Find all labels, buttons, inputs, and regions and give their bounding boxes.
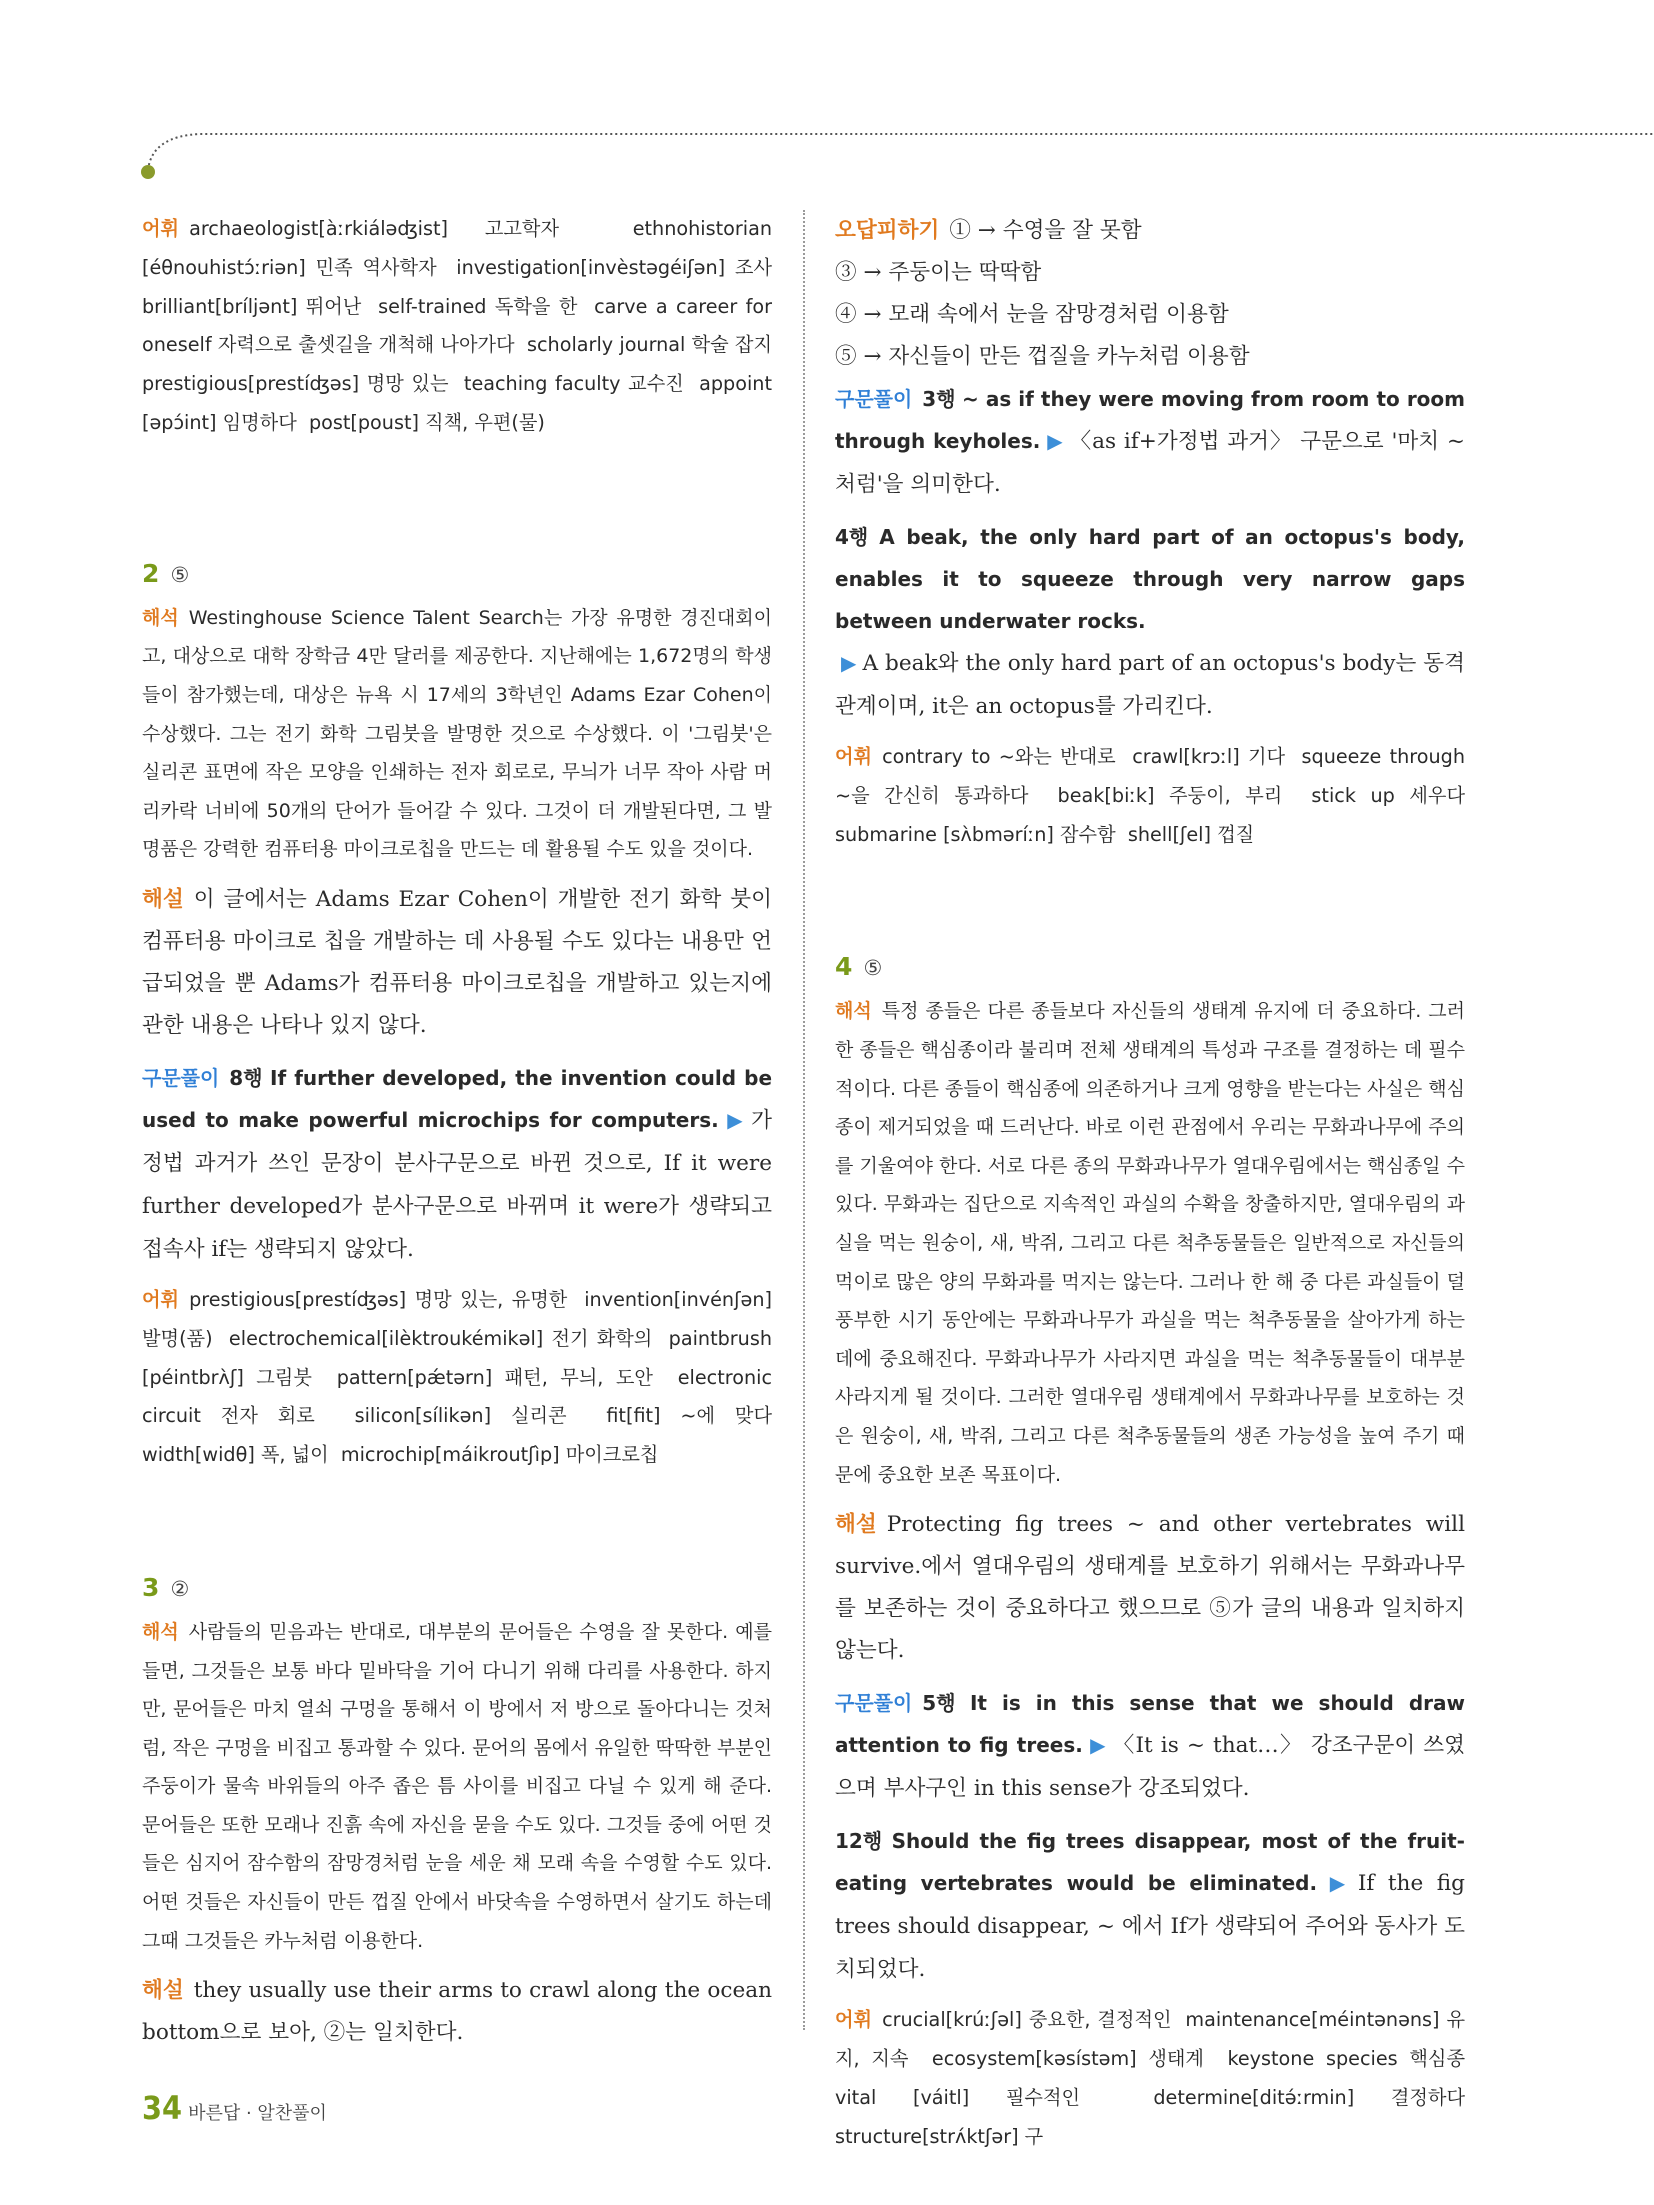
wrong-answers-label: 오답피하기 <box>835 218 940 243</box>
q3-wrong-answers <box>835 210 1465 378</box>
explanation-label: 해설 <box>142 886 184 912</box>
q2-vocab <box>142 1281 785 1475</box>
column-divider <box>803 210 805 2030</box>
grammar-line: 12행 <box>835 1829 883 1854</box>
explanation-label: 해설 <box>142 1978 184 2004</box>
vocab-text: archaeologist[àːrkiáləʤist] 고고학자 ethnohistorian [éθnouhistɔ́ːriən] 민족 역사학자 investigation[invèstəgéiʃən] 조사 brilliant[bríljənt] 뛰어난 self-trained 독학을 한 carve a career for oneself 자력으로 출셋길을 개척해 나아가다 scholarly journal 학술 잡지 prestigious[prestíʤəs] 명망 있는 teaching faculty 교수진 appoint [əpɔ́int] 임명하다 post[poust] 직책, 우편(물) <box>142 217 785 434</box>
grammar-label: 구문풀이 <box>142 1065 220 1090</box>
grammar-line: 3행 <box>922 387 956 411</box>
q4-header <box>835 948 1465 986</box>
grammar-line: 8행 <box>229 1065 263 1090</box>
vocab-label: 어휘 <box>835 745 873 768</box>
grammar-note: 〈It is ~ that…〉 강조구문이 쓰였으며 부사구인 in this sense가 강조되었다. <box>835 1733 1465 1802</box>
grammar-note: 가정법 과거가 쓰인 문장이 분사구문으로 바뀐 것으로, If it were further developed가 분사구문으로 바뀌며 it were가 생략되고 접속사 if는 생략되지 않았다. <box>142 1107 772 1262</box>
q2-translation <box>142 599 772 869</box>
translation-label: 해석 <box>142 606 179 629</box>
q3-translation <box>142 1613 772 1960</box>
right-column <box>835 210 1478 2166</box>
translation-label: 해석 <box>142 1620 179 1643</box>
translation-text: 사람들의 믿음과는 반대로, 대부분의 문어들은 수영을 잘 못한다. 예를 들면, 그것들은 보통 바다 밑바닥을 기어 다니기 위해 다리를 사용한다. 하지만, 문어들은 마치 열쇠 구멍을 통해서 이 방에서 저 방으로 돌아다니는 것처럼, 작은 구멍을 비집고 통과할 수 있다. 문어의 몸에서 유일한 딱딱한 부분인 주둥이가 물속 바위들의 아주 좁은 틈 사이를 비집고 다닐 수 있게 해 준다. 문어들은 또한 모래나 진흙 속에 자신을 묻을 수도 있다. 그것들 중에 어떤 것들은 심지어 잠수함의 잠망경처럼 눈을 세운 채 모래 속을 수영할 수도 있다. 어떤 것들은 자신들이 만든 껍질 안에서 바닷속을 수영하면서 살기도 하는데 그때 그것들은 카누처럼 이용한다. <box>142 1620 772 1952</box>
grammar-note: A beak와 the only hard part of an octopus's body는 동격관계이며, it은 an octopus를 가리킨다. <box>835 651 1465 719</box>
grammar-line: 5행 <box>922 1691 956 1716</box>
q4-grammar-2 <box>835 1820 1465 1991</box>
q2-header <box>142 555 772 593</box>
q3-number: 3 <box>142 1572 160 1602</box>
q3-answer: ② <box>170 1576 190 1601</box>
q3-grammar-2 <box>835 516 1465 728</box>
triangle-marker-icon: ▶ <box>724 1107 746 1132</box>
q2-number: 2 <box>142 558 160 588</box>
grammar-english: It is in this sense that we should draw attention to fig trees. <box>835 1691 1466 1758</box>
page-number: 34 <box>142 2089 183 2127</box>
q4-number: 4 <box>835 952 853 982</box>
grammar-english: If further developed, the invention could be used to make powerful microchips for computers. <box>142 1065 773 1132</box>
grammar-english: ~ as if they were moving from room to room through keyholes. <box>835 387 1466 453</box>
wrong-answer-item: ① → 수영을 잘 못함 <box>949 218 1142 243</box>
q3-header <box>142 1569 772 1607</box>
explanation-text: they usually use their arms to crawl along the ocean bottom으로 보아, ②는 일치한다. <box>142 1978 772 2046</box>
q2-answer: ⑤ <box>170 562 190 587</box>
translation-text: Westinghouse Science Talent Search는 가장 유명한 경진대회이고, 대상으로 대학 장학금 4만 달러를 제공한다. 지난해에는 1,672명의 학생들이 참가했는데, 대상은 뉴욕 시 17세의 3학년인 Adams Ezar Cohen이 수상했다. 그는 전기 화학 그림붓을 발명한 것으로 수상했다. 이 '그림붓'은 실리콘 표면에 작은 모양을 인쇄하는 전자 회로로, 무늬가 너무 작아 사람 머리카락 너비에 50개의 단어가 들어갈 수 있다. 그것이 더 개발된다면, 그 발명품은 강력한 컴퓨터용 마이크로칩을 만드는 데 활용될 수도 있을 것이다. <box>142 606 772 861</box>
footer-text: 바른답 · 알찬풀이 <box>188 2103 327 2124</box>
vocab-text: contrary to ~와는 반대로 crawl[krɔːl] 기다 squeeze through ~을 간신히 통과하다 beak[biːk] 주둥이, 부리 stick up 세우다 submarine [sʌ̀bməríːn] 잠수함 shell[ʃel] 껍질 <box>835 745 1478 846</box>
grammar-note: 〈as if+가정법 과거〉 구문으로 '마치 ~처럼'을 의미한다. <box>835 429 1465 497</box>
q4-explanation <box>835 1504 1465 1672</box>
triangle-marker-icon: ▶ <box>1088 1733 1107 1758</box>
explanation-label: 해설 <box>835 1512 877 1538</box>
q4-translation <box>835 992 1465 1494</box>
q3-vocab <box>835 738 1478 854</box>
explanation-text: 이 글에서는 Adams Ezar Cohen이 개발한 전기 화학 붓이 컴퓨터용 마이크로 칩을 개발하는 데 사용될 수도 있다는 내용만 언급되었을 뿐 Adams가 컴퓨터용 마이크로칩을 개발하고 있는지에 관한 내용은 나타나 있지 않다. <box>142 886 772 1038</box>
q4-answer: ⑤ <box>863 956 883 981</box>
wrong-answer-item: ⑤ → 자신들이 만든 껍질을 카누처럼 이용함 <box>835 344 1250 369</box>
top-dotted-decoration <box>140 130 1654 180</box>
wrong-answer-item: ④ → 모래 속에서 눈을 잠망경처럼 이용함 <box>835 302 1229 327</box>
grammar-label: 구문풀이 <box>835 1691 913 1716</box>
triangle-marker-icon: ▶ <box>1046 429 1064 453</box>
vocab-label: 어휘 <box>142 1287 180 1311</box>
grammar-note: If the fig trees should disappear, ~ 에서 If가 생략되어 주어와 동사가 도치되었다. <box>835 1871 1465 1983</box>
grammar-label: 구문풀이 <box>835 387 913 411</box>
q2-explanation <box>142 879 772 1047</box>
triangle-marker-icon: ▶ <box>1323 1871 1352 1896</box>
grammar-english: A beak, the only hard part of an octopus's body, enables it to squeeze through very narrow gaps between underwater rocks. <box>835 525 1465 633</box>
translation-text: 특정 종들은 다른 종들보다 자신들의 생태계 유지에 더 중요하다. 그러한 종들은 핵심종이라 불리며 전체 생태계의 특성과 구조를 결정하는 데 필수적이다. 다른 종들이 핵심종에 의존하거나 크게 영향을 받는다는 사실은 핵심종이 제거되었을 때 드러난다. 바로 이런 관점에서 우리는 무화과나무에 주의를 기울여야 한다. 서로 다른 종의 무화과나무가 열대우림에서는 핵심종일 수 있다. 무화과는 집단으로 지속적인 과실의 수확을 창출하지만, 열대우림의 과실을 먹는 원숭이, 새, 박쥐, 그리고 다른 척추동물들은 일반적으로 자신들의 먹이로 많은 양의 무화과를 먹지는 않는다. 그러나 한 해 중 다른 과실들이 덜 풍부한 시기 동안에는 무화과나무가 과실을 먹는 척추동물을 살아가게 하는 데에 중요해진다. 무화과나무가 사라지면 과실을 먹는 척추동물들이 대부분 사라지게 될 것이다. 그러한 열대우림 생태계에서 무화과나무를 보호하는 것은 원숭이, 새, 박쥐, 그리고 다른 척추동물들의 생존 가능성을 높여 주기 때문에 중요한 보존 목표이다. <box>835 1000 1465 1486</box>
grammar-english: Should the fig trees disappear, most of the fruit-eating vertebrates would be eliminated. <box>835 1829 1465 1896</box>
explanation-text: Protecting fig trees ~ and other vertebrates will survive.에서 열대우림의 생태계를 보호하기 위해서는 무화과나무를 보존하는 것이 중요하다고 했으므로 ⑤가 글의 내용과 일치하지 않는다. <box>835 1512 1465 1664</box>
q3-grammar-1 <box>835 378 1465 506</box>
q4-vocab <box>835 2001 1478 2156</box>
page-footer <box>142 2088 327 2128</box>
vocab-label: 어휘 <box>835 2008 873 2032</box>
q3-explanation <box>142 1970 772 2054</box>
left-column <box>142 210 785 2064</box>
vocab-text: crucial[krúːʃəl] 중요한, 결정적인 maintenance[méintənəns] 유지, 지속 ecosystem[kəsístəm] 생태계 keystone species 핵심종 vital [váitl] 필수적인 determine[ditə́ːrmin] 결정하다 structure[strʌ́ktʃər] 구 <box>835 2008 1478 2148</box>
vocab-label: 어휘 <box>142 217 180 240</box>
vocab-text: prestigious[prestíʤəs] 명망 있는, 유명한 invention[invénʃən] 발명(품) electrochemical[ilèktroukémikəl] 전기 화학의 paintbrush [péintbrʌ̀ʃ] 그림붓 pattern[pǽtərn] 패턴, 무늬, 도안 electronic circuit 전자 회로 silicon[sílikən] 실리콘 fit[fit] ~에 맞다 width[widθ] 폭, 넓이 microchip[máikroutʃìp] 마이크로칩 <box>142 1287 785 1467</box>
q2-grammar <box>142 1057 772 1271</box>
triangle-marker-icon: ▶ <box>841 651 857 675</box>
wrong-answer-item: ③ → 주둥이는 딱딱함 <box>835 260 1042 285</box>
translation-label: 해석 <box>835 1000 872 1023</box>
sec1-vocab <box>142 210 785 443</box>
q4-grammar-1 <box>835 1682 1465 1810</box>
grammar-line: 4행 <box>835 525 869 549</box>
